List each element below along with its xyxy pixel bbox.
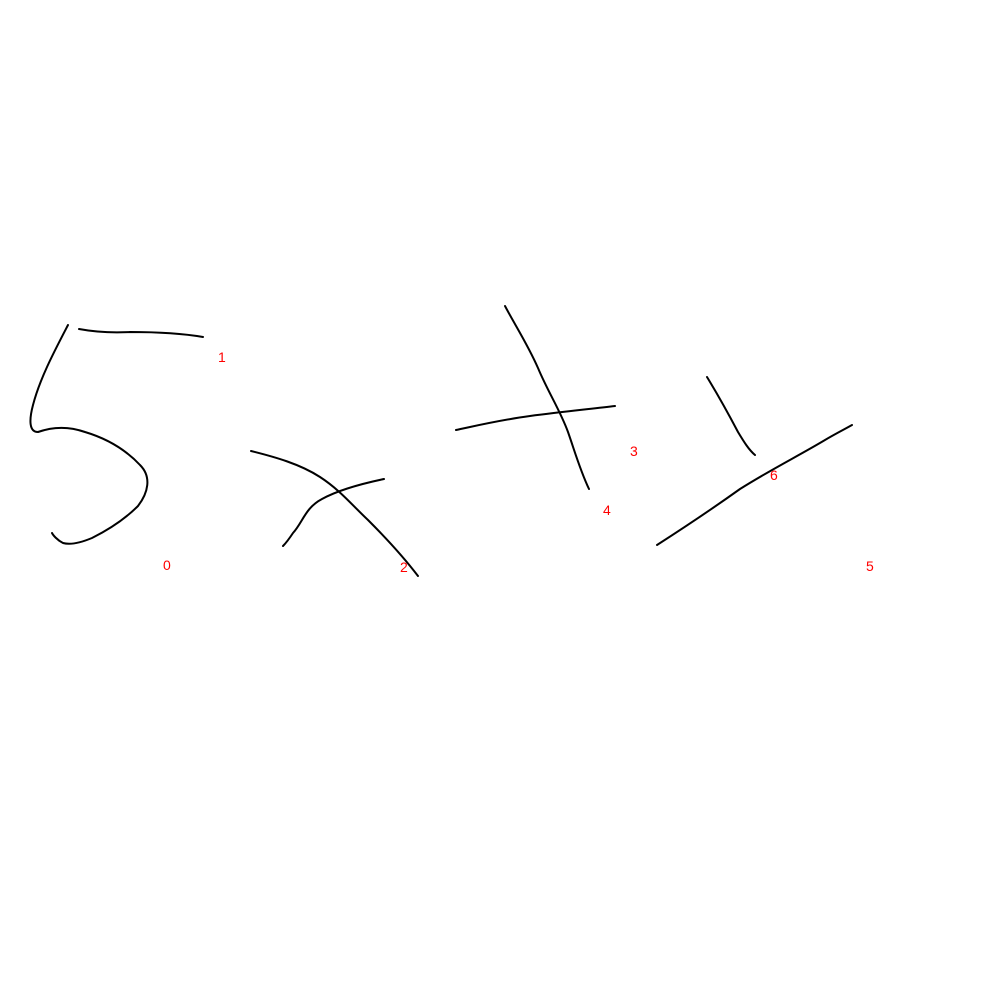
stroke-label-5: 5: [866, 558, 874, 574]
stroke-label-6: 6: [770, 467, 778, 483]
stroke-0[interactable]: [30, 325, 147, 544]
stroke-4[interactable]: [505, 306, 589, 489]
stroke-label-4: 4: [603, 502, 611, 518]
stroke-6[interactable]: [707, 377, 755, 455]
stroke-label-3: 3: [630, 443, 638, 459]
stroke-2-cross[interactable]: [283, 479, 384, 546]
stroke-label-0: 0: [163, 557, 171, 573]
stroke-2[interactable]: [251, 451, 418, 576]
stroke-label-1: 1: [218, 349, 226, 365]
stroke-3[interactable]: [456, 406, 615, 430]
stroke-1[interactable]: [79, 329, 203, 337]
stroke-5[interactable]: [657, 425, 852, 545]
stroke-label-2: 2: [400, 559, 408, 575]
